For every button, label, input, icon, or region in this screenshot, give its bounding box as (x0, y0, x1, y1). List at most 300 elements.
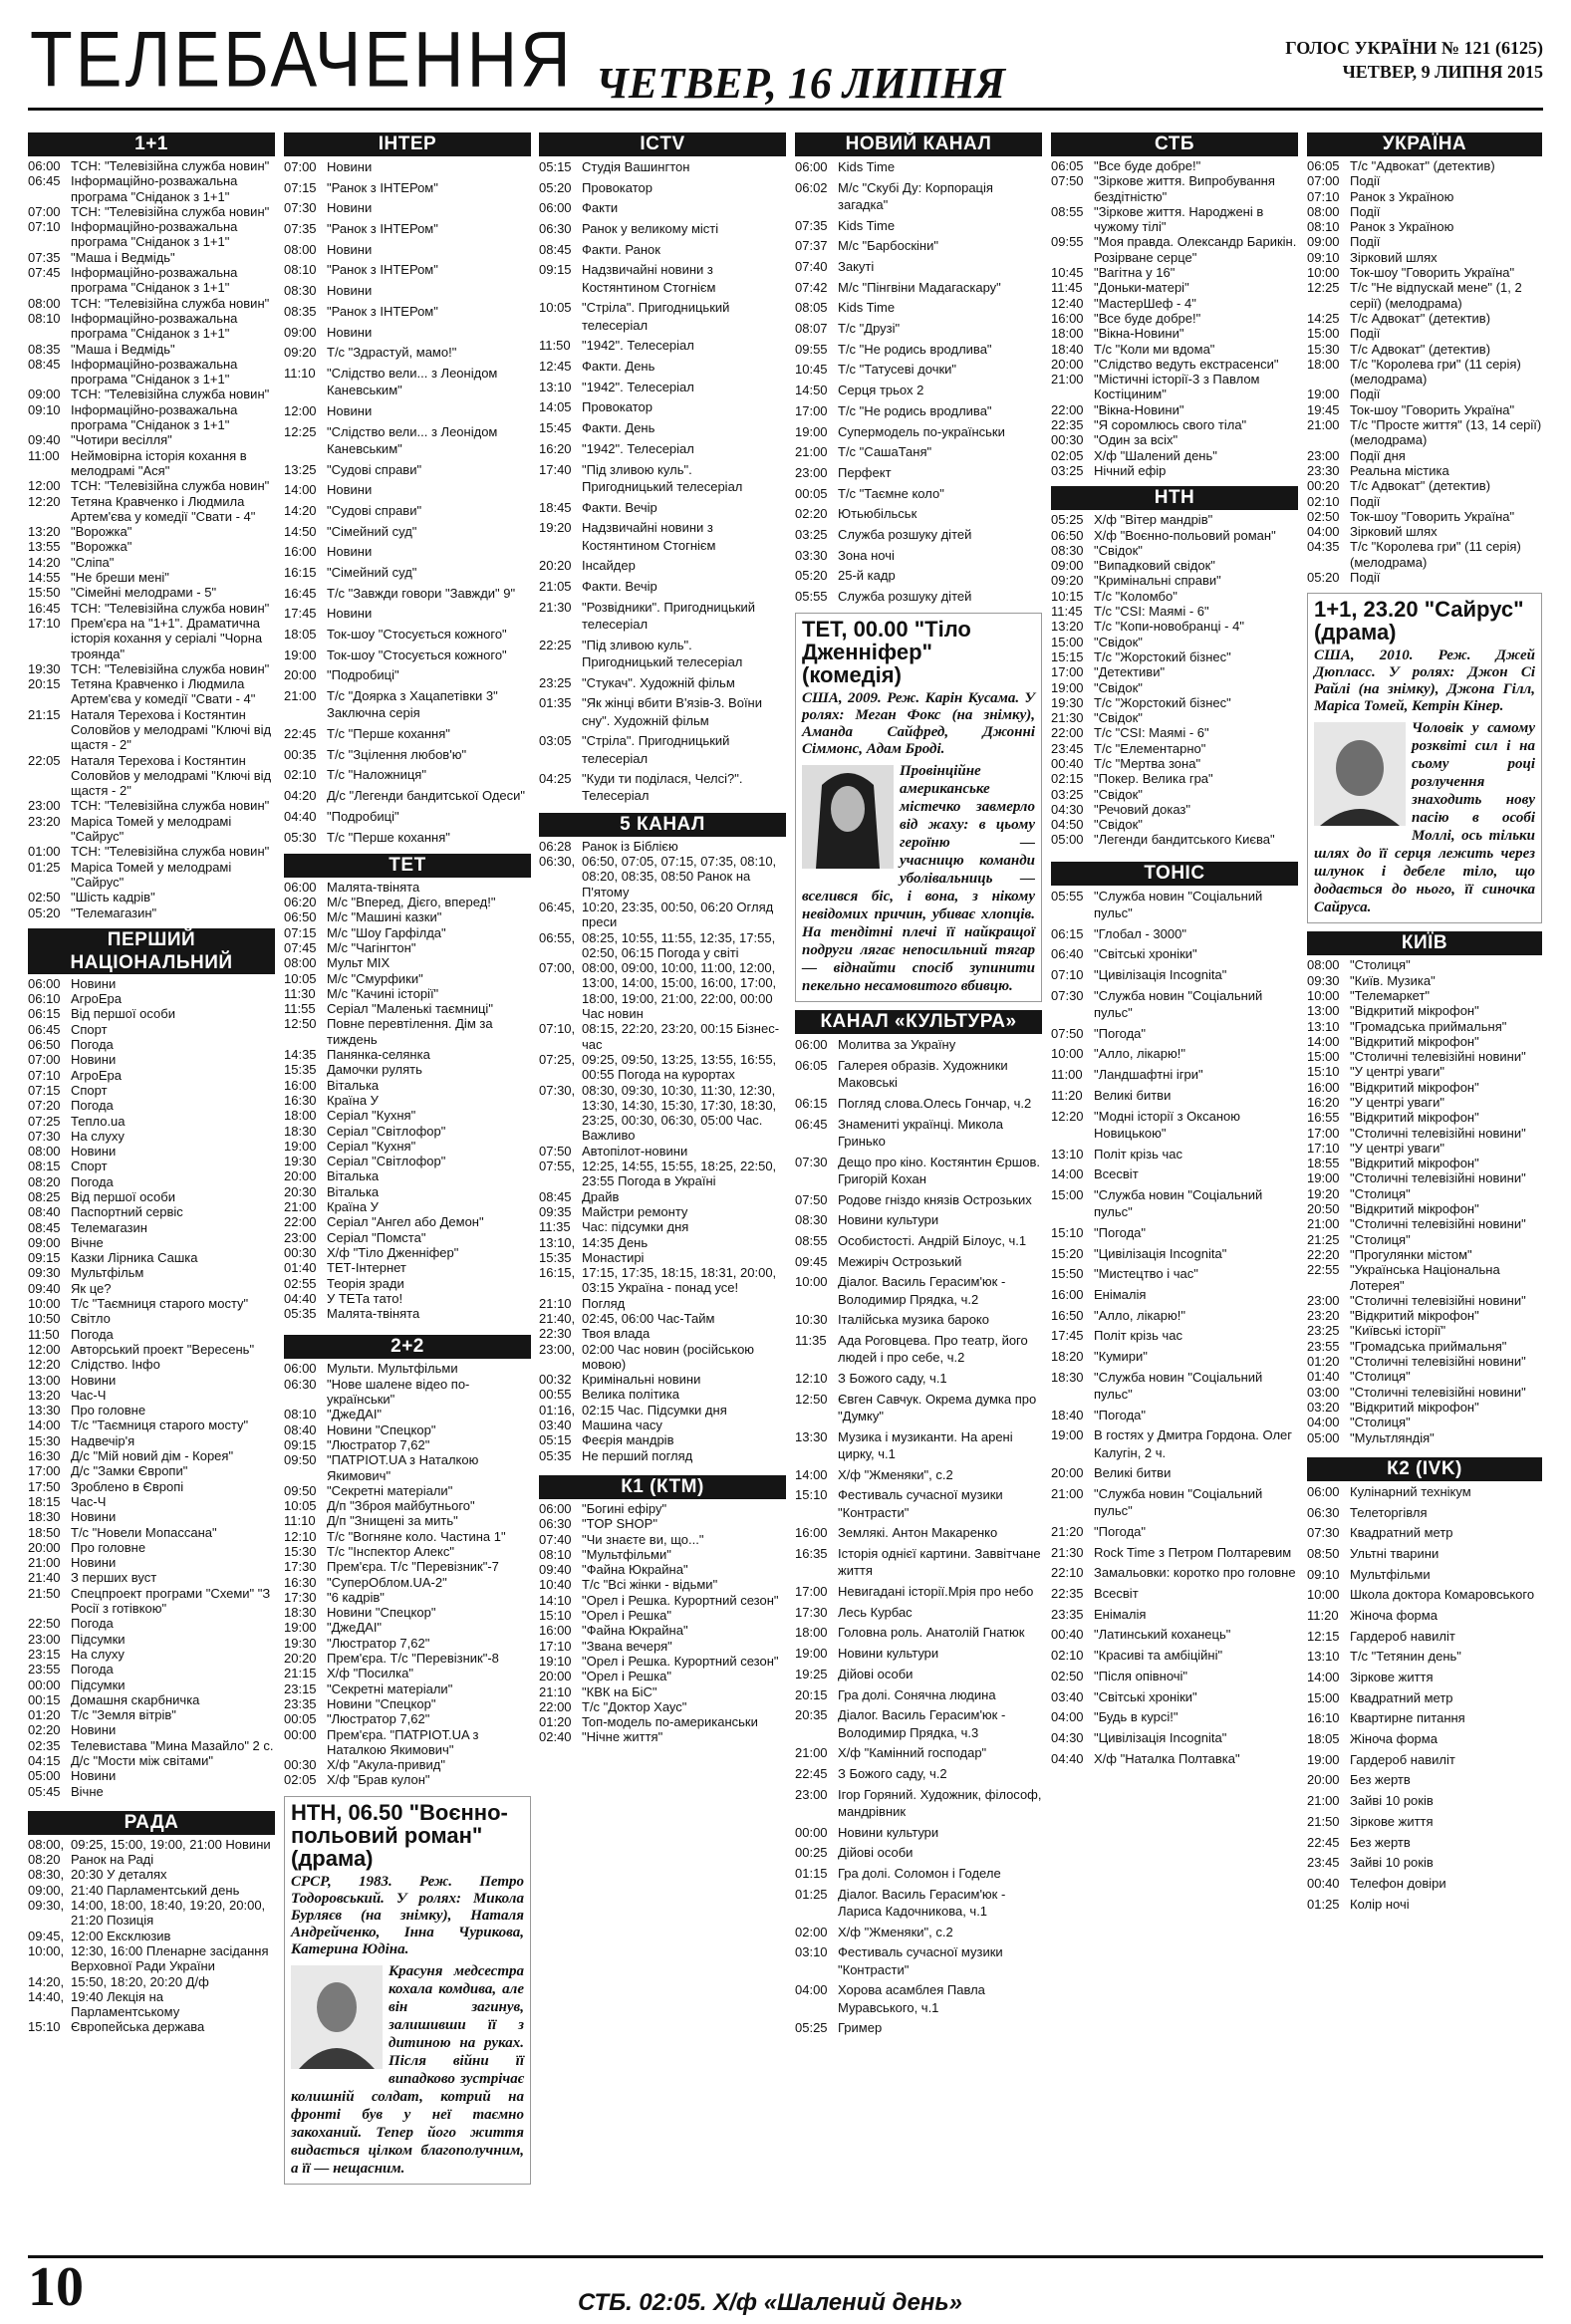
program-row (1051, 802, 1298, 817)
program-title: Новини (327, 606, 373, 622)
program-title: Т/с "Королева гри" (11 серія) (мелодрама) (1350, 539, 1521, 570)
program-row (539, 1654, 786, 1669)
program-time: 11:00 (28, 447, 60, 463)
program-title: Х/ф "Наталка Полтавка" (1094, 1750, 1240, 1766)
program-row (284, 1245, 531, 1260)
program-time: 09:00 (284, 324, 317, 340)
promo-1plus1 (1307, 593, 1542, 923)
program-title: "Розвідники". Пригодницький телесеріал (582, 599, 756, 632)
program-time: 00:30 (284, 1244, 317, 1260)
program-title: Новини (71, 1768, 117, 1784)
program-time: 11:35 (795, 1333, 827, 1349)
program-time: 02:20 (28, 1722, 61, 1738)
program-row (539, 179, 786, 196)
program-row (28, 555, 275, 570)
program-title: "Чи знаєте ви, що..." (582, 1531, 704, 1547)
program-time: 09:15 (28, 1250, 61, 1266)
program-time: 07:10 (28, 219, 61, 235)
program-title: Т/с "Перше кохання" (327, 726, 450, 742)
program-time: 21:10 (539, 1683, 572, 1699)
program-row (284, 1016, 531, 1047)
channel-stb (1051, 132, 1298, 478)
program-time: 08:10 (28, 310, 61, 326)
program-title: Х/ф "Воєнно-польовий роман" (1094, 527, 1276, 543)
promo-credits: США, 2010. Реж. Джей Дюпласс. У ролях: Джон Сі Райлі (на знімку), Джона Гілл, Маріса Томей, Кетрін Кінер. (1314, 647, 1535, 715)
program-row (28, 1037, 275, 1052)
program-time: 13:10 (1307, 1649, 1340, 1665)
program-time: 16:50 (1051, 1307, 1084, 1323)
program-time: 22:55 (1307, 1262, 1340, 1278)
program-time: 21:30 (1051, 710, 1084, 726)
program-title: "Київські історії" (1350, 1323, 1446, 1339)
program-row (28, 173, 275, 204)
program-time: 21:10 (539, 1295, 572, 1311)
column-5 (1051, 132, 1298, 1775)
program-time: 15:00 (1307, 1049, 1340, 1065)
program-time: 08:50 (1307, 1545, 1340, 1561)
channel-header: 2+2 (284, 1335, 531, 1359)
program-time: 11:45 (1051, 280, 1083, 296)
program-title: Діалог. Василь Герасим'юк - Лариса Кадочникова, ч.1 (838, 1886, 1006, 1919)
program-title: "Зіркове життя. Випробування бездітністю" (1094, 173, 1275, 204)
channel-5kanal (539, 813, 786, 1463)
program-row (28, 1509, 275, 1524)
program-row (284, 1291, 531, 1306)
program-row (539, 1083, 786, 1144)
program-time: 00:30 (1051, 432, 1084, 448)
program-time: 23:35 (1051, 1606, 1084, 1622)
program-row (28, 387, 275, 401)
program-row (1307, 463, 1542, 478)
program-row (28, 1707, 275, 1722)
program-title: "Погода" (1094, 1524, 1147, 1540)
program-title: Замальовки: коротко про головне (1094, 1565, 1296, 1581)
program-row (1051, 1265, 1298, 1282)
program-row (1051, 680, 1298, 695)
program-title: ТСН: "Телевізійна служба новин" (71, 844, 270, 860)
program-time: 18:30 (284, 1123, 317, 1139)
program-time: 00:00 (795, 1824, 828, 1840)
program-title: Служба розшуку дітей (838, 526, 972, 542)
program-title: "Служба новин "Соціальний пульс" (1094, 1186, 1263, 1220)
program-row (539, 960, 786, 1021)
program-time: 14:05 (539, 399, 572, 415)
program-row (795, 1824, 1042, 1841)
program-time: 19:00 (284, 1138, 317, 1154)
program-row (28, 432, 275, 447)
program-title: Серіал "Світлофор" (327, 1123, 446, 1139)
program-time: 01:20 (539, 1714, 572, 1730)
program-row (795, 1332, 1042, 1367)
program-time: 09:00 (28, 1234, 61, 1250)
program-title: "Алло, лікарю!" (1094, 1046, 1185, 1062)
program-title: Д/с "Мій новий дім - Корея" (71, 1448, 234, 1464)
program-title: "Ранок з ІНТЕРом" (327, 221, 438, 237)
program-time: 21:05 (539, 578, 572, 594)
program-title: "Світські хроніки" (1094, 946, 1197, 962)
program-time: 18:05 (1307, 1731, 1340, 1747)
program-title: "Слідство вели... з Леонідом Каневським" (327, 423, 498, 456)
program-row (539, 398, 786, 415)
program-title: "Столичні телевізійні новини" (1350, 1170, 1526, 1186)
program-time: 18:20 (1051, 1349, 1084, 1365)
program-time: 06:45, (539, 899, 576, 914)
program-time: 01:20 (1307, 1354, 1340, 1370)
program-title: М/с "Смурфики" (327, 970, 423, 986)
program-title: Спорт (71, 1082, 108, 1098)
program-row (284, 220, 531, 237)
program-list (28, 1837, 275, 2035)
program-row (28, 814, 275, 845)
program-time: 10:00 (1307, 265, 1340, 281)
program-time: 11:20 (1051, 1087, 1083, 1103)
program-time: 19:00 (1307, 1751, 1340, 1767)
program-row (1051, 589, 1298, 604)
program-row (1051, 1186, 1298, 1221)
program-time: 21:00 (1051, 372, 1084, 387)
program-row (28, 402, 275, 433)
program-title: "Містичні історії-3 з Павлом Костіциним" (1094, 372, 1260, 402)
program-title: Т/с "Тетянин день" (1350, 1649, 1461, 1665)
program-title: "Орел і Решка" (582, 1669, 672, 1684)
program-title: Надзвичайні новини з Костянтином Стогнієм (582, 262, 716, 295)
program-time: 19:20 (539, 520, 572, 536)
program-time: 09:45 (795, 1253, 828, 1269)
program-time: 20:15 (795, 1686, 828, 1702)
program-title: "Телемагазин" (71, 904, 157, 920)
program-title: Діалог. Василь Герасим'юк - Володимир Прядка, ч.3 (838, 1707, 1006, 1740)
program-row (539, 1608, 786, 1623)
program-row (28, 1159, 275, 1173)
program-time: 17:30 (284, 1589, 317, 1605)
program-title: Інформаційно-розважальна програма "Сніданок з 1+1" (71, 265, 238, 296)
program-row (795, 1095, 1042, 1112)
program-time: 03:25 (1051, 462, 1084, 478)
program-row (795, 1686, 1042, 1703)
program-title: Студія Вашингтон (582, 159, 690, 174)
program-title: З Божого саду, ч.1 (838, 1371, 947, 1387)
program-time: 19:30 (284, 1635, 317, 1651)
program-time: 04:00 (795, 1982, 828, 1998)
program-row (284, 646, 531, 663)
program-title: 08:25, 10:55, 11:55, 12:35, 17:55, 02:50, 06:15 Погода у світі (582, 929, 776, 960)
program-row (284, 787, 531, 804)
program-title: Т/с "Копи-новобранці - 4" (1094, 619, 1244, 635)
program-row (795, 341, 1042, 358)
program-row (28, 661, 275, 676)
channel-header: К2 (IVK) (1307, 1457, 1542, 1481)
promo-title: НТН, 06.50 "Воєнно-польовий роман" (драма) (291, 1799, 508, 1871)
program-list (795, 158, 1042, 605)
program-title: Маріса Томей у мелодрамі "Сайрус" (71, 859, 232, 890)
program-time: 21:00 (284, 1199, 317, 1215)
program-row (28, 1357, 275, 1372)
program-time: 02:55 (284, 1275, 317, 1291)
program-row (28, 1311, 275, 1326)
program-row (539, 419, 786, 436)
program-row (28, 1083, 275, 1098)
program-row (28, 250, 275, 265)
program-time: 23:00, (539, 1341, 576, 1357)
program-title: Всесвіт (1094, 1166, 1139, 1182)
program-title: "Судові справи" (327, 461, 422, 477)
program-time: 10:00 (795, 1274, 828, 1290)
program-row (795, 505, 1042, 522)
program-time: 09:10 (1307, 1566, 1340, 1582)
program-time: 04:30 (1051, 1729, 1084, 1745)
program-time: 12:20 (1051, 1108, 1084, 1124)
program-time: 05:25 (795, 2020, 828, 2036)
program-time: 05:15 (539, 1432, 572, 1448)
program-title: "Красиві та амбіційні" (1094, 1648, 1223, 1664)
program-title: Погода (71, 1173, 114, 1189)
program-time: 16:00 (795, 1525, 828, 1541)
program-row (28, 707, 275, 753)
program-title: 08:30, 09:30, 10:30, 11:30, 12:30, 13:30, 14:30, 15:30, 17:30, 18:30, 23:25, 00:30, 06:30, 05:00 Час. Важливо (582, 1082, 777, 1144)
program-time: 08:35 (284, 303, 317, 319)
program-title: Великі битви (1094, 1465, 1172, 1481)
program-title: Ток-шоу "Говорить Україна" (1350, 401, 1515, 417)
program-title: Ток-шоу "Говорить Україна" (1350, 265, 1515, 281)
program-time: 20:30 (284, 1183, 317, 1199)
program-time: 16:20 (539, 440, 572, 456)
program-title: Великі битви (1094, 1087, 1172, 1103)
program-title: Прем'єра. Т/с "Перевізник"-7 (327, 1559, 499, 1575)
program-row (28, 1768, 275, 1783)
program-time: 04:15 (28, 1752, 61, 1768)
program-row (539, 440, 786, 457)
program-row (1307, 265, 1542, 280)
program-row (284, 585, 531, 602)
program-title: Наталя Терехова і Костянтин Соловйов у мелодрамі "Ключі від щастя - 2" (71, 706, 272, 753)
program-time: 20:20 (284, 1651, 317, 1667)
program-row (1307, 1524, 1542, 1541)
program-time: 15:30 (1307, 341, 1340, 357)
program-row (284, 502, 531, 519)
program-title: Жіноча форма (1350, 1731, 1438, 1747)
program-row (1051, 619, 1298, 634)
program-title: "Ранок з ІНТЕРом" (327, 179, 438, 195)
program-time: 18:30 (28, 1509, 61, 1525)
program-list (284, 1361, 531, 1787)
program-row (1051, 1327, 1298, 1344)
program-title: ТЕТ-Інтернет (327, 1260, 406, 1276)
program-title: "Сліпа" (71, 554, 115, 570)
program-title: "Судові справи" (327, 502, 422, 518)
program-title: "Як жінці вбити В'язів-3. Воїни сну". Художній фільм (582, 695, 762, 728)
channel-header: КАНАЛ «КУЛЬТУРА» (795, 1010, 1042, 1034)
program-title: "Куди ти поділася, Челсі?". Телесеріал (582, 771, 743, 804)
program-time: 14:00 (284, 482, 317, 498)
program-row (1051, 573, 1298, 588)
program-title: Гра долі. Соломон і Годеле (838, 1865, 1001, 1881)
program-time: 04:35 (1307, 539, 1340, 555)
program-time: 22:00 (284, 1214, 317, 1230)
program-time: 16:45 (284, 585, 317, 601)
program-time: 21:50 (1307, 1813, 1340, 1829)
program-time: 00:35 (284, 746, 317, 762)
program-title: Х/ф "Шалений день" (1094, 447, 1217, 463)
program-row (1307, 570, 1542, 585)
program-title: Кримінальні новини (582, 1372, 701, 1388)
program-row (539, 1532, 786, 1547)
program-row (284, 1276, 531, 1291)
program-title: "Чотири весілля" (71, 432, 172, 448)
program-row (284, 324, 531, 341)
program-row (1307, 478, 1542, 493)
channel-header: РАДА (28, 1811, 275, 1835)
program-row (539, 1516, 786, 1531)
program-title: Ток-шоу "Говорить Україна" (1350, 508, 1515, 524)
program-row (28, 1738, 275, 1753)
program-time: 03:20 (1307, 1399, 1340, 1415)
program-time: 04:25 (539, 771, 572, 787)
program-row (1307, 1308, 1542, 1323)
program-row (539, 1052, 786, 1083)
program-time: 04:00 (1051, 1709, 1084, 1725)
program-row (284, 1108, 531, 1123)
program-row (795, 464, 1042, 481)
program-title: "Столичні телевізійні новини" (1350, 1216, 1526, 1232)
program-row (539, 1403, 786, 1418)
program-row (284, 626, 531, 643)
program-title: Погода (71, 1037, 114, 1053)
program-time: 18:00 (795, 1625, 828, 1641)
program-title: Зайві 10 років (1350, 1793, 1434, 1809)
program-title: Д/п "Зброя майбутнього" (327, 1498, 475, 1514)
program-time: 12:00 (284, 402, 317, 418)
program-time: 22:05 (28, 752, 61, 768)
channel-header: ТЕТ (284, 854, 531, 878)
program-time: 11:30 (284, 985, 316, 1001)
program-title: Ранок з Україною (1350, 219, 1454, 235)
program-row (28, 478, 275, 493)
program-row (539, 1387, 786, 1402)
program-row (1307, 1400, 1542, 1415)
program-title: Х/ф "Вітер мандрів" (1094, 512, 1213, 528)
program-title: Країна У (327, 1092, 379, 1108)
program-title: Т/с "Просте життя" (13, 14 серії) (мелодрама) (1350, 417, 1542, 448)
program-row (795, 1211, 1042, 1228)
program-time: 01:40 (1307, 1369, 1340, 1385)
program-title: Мульти. Мультфільми (327, 1361, 458, 1377)
program-row (284, 344, 531, 361)
program-row (28, 539, 275, 554)
program-time: 00:25 (795, 1845, 828, 1861)
program-time: 23:25 (1307, 1323, 1340, 1339)
program-row (1307, 1170, 1542, 1185)
program-time: 22:10 (1051, 1565, 1084, 1581)
program-time: 10:45 (795, 362, 828, 378)
program-time: 03:40 (1051, 1688, 1084, 1704)
program-row (28, 1022, 275, 1037)
program-row (28, 1114, 275, 1129)
program-row (28, 1586, 275, 1617)
program-row (1051, 945, 1298, 962)
program-row (284, 1199, 531, 1214)
program-time: 19:30 (1051, 694, 1084, 710)
program-row (1307, 250, 1542, 265)
program-title: Інсайдер (582, 558, 636, 574)
program-row (1051, 204, 1298, 235)
program-title: Прем'єра. "ПАТРІОТ.UA з Наталкою Якимович" (327, 1726, 479, 1757)
program-time: 19:10 (539, 1653, 572, 1669)
program-title: "Столиця" (1350, 1231, 1411, 1247)
program-title: Новини "Спецкор" (327, 1695, 436, 1711)
program-time: 09:55 (795, 341, 828, 357)
program-row (28, 844, 275, 859)
program-time: 17:45 (284, 606, 317, 622)
program-time: 16:15 (284, 564, 317, 580)
program-time: 11:45 (1051, 604, 1083, 620)
program-title: Від першої особи (71, 1189, 175, 1204)
program-time: 01:00 (28, 844, 61, 860)
program-row (28, 1837, 275, 1852)
program-row (284, 1154, 531, 1168)
program-title: Квартирне питання (1350, 1710, 1465, 1726)
program-row (795, 1943, 1042, 1978)
program-title: З перших вуст (71, 1570, 157, 1586)
program-row (284, 1139, 531, 1154)
program-row (284, 179, 531, 196)
program-time: 21:00 (795, 1745, 828, 1761)
program-row (1307, 1369, 1542, 1384)
program-row (539, 839, 786, 854)
program-title: Родове гніздо князів Острозьких (838, 1191, 1032, 1207)
program-time: 08:07 (795, 321, 828, 337)
program-time: 22:20 (1307, 1246, 1340, 1262)
program-time: 02:10 (284, 767, 317, 783)
program-title: Погода (71, 1098, 114, 1114)
program-time: 09:10 (1307, 249, 1340, 265)
program-time: 09:00 (28, 387, 61, 402)
program-title: ТСН: "Телевізійна служба новин" (71, 295, 270, 311)
program-time: 05:20 (1307, 570, 1340, 586)
program-row (795, 1744, 1042, 1761)
program-title: Серця трьох 2 (838, 383, 924, 398)
program-title: Події (1350, 570, 1381, 586)
channel-k2 (1307, 1457, 1542, 1913)
program-title: "Відкритий мікрофон" (1350, 1201, 1479, 1217)
program-title: Діалог. Василь Герасим'юк - Володимир Прядка, ч.2 (838, 1274, 1006, 1307)
program-title: "Не бреши мені" (71, 570, 169, 586)
program-title: Закуті (838, 259, 875, 275)
program-row (1307, 387, 1542, 401)
program-time: 21:00 (1307, 1216, 1340, 1232)
program-row (284, 1711, 531, 1726)
program-time: 08:45 (28, 1219, 61, 1235)
program-time: 09:45, (28, 1928, 65, 1943)
program-row (1051, 1729, 1298, 1746)
program-row (1307, 1430, 1542, 1445)
program-title: Ультні тварини (1350, 1545, 1440, 1561)
program-time: 13:30 (795, 1428, 828, 1444)
program-title: "Стріла". Пригодницький телесеріал (582, 300, 730, 333)
program-row (539, 1311, 786, 1326)
program-title: Т/с "Мертва зона" (1094, 755, 1201, 771)
program-title: Т/с "Жорстокий бізнес" (1094, 648, 1231, 664)
program-time: 19:00 (1307, 387, 1340, 402)
program-title: "Відкритий мікрофон" (1350, 1399, 1479, 1415)
actor-photo (291, 1965, 383, 2069)
program-row (1051, 1066, 1298, 1083)
program-title: ТСН: "Телевізійна служба новин" (71, 600, 270, 616)
program-row (539, 1699, 786, 1714)
program-time: 07:40 (539, 1531, 572, 1547)
program-row (795, 258, 1042, 275)
program-title: Д/с "Мости між світами" (71, 1752, 213, 1768)
program-row (539, 1372, 786, 1387)
